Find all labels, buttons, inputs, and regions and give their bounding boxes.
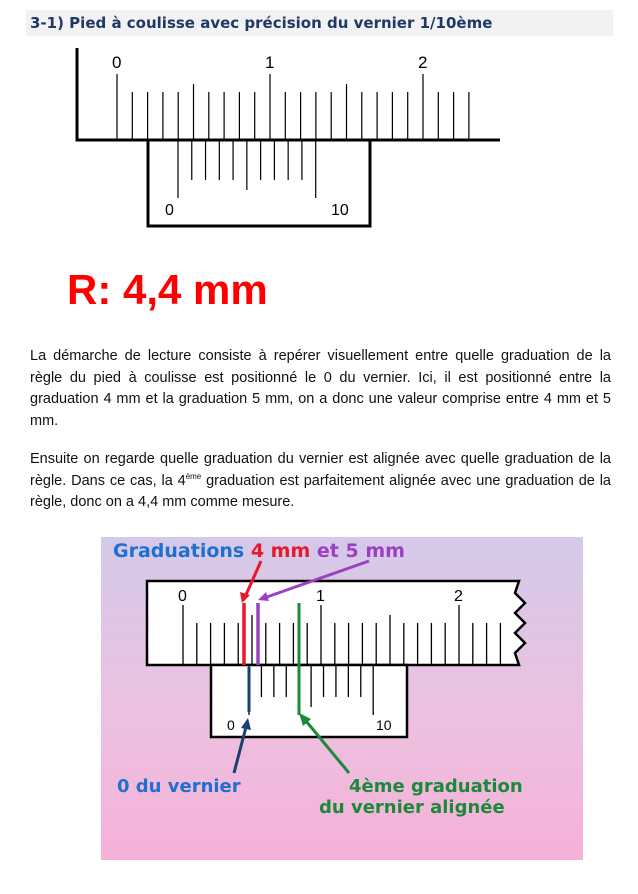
label-aligned-line1: 4ème graduation [349, 776, 523, 797]
paragraph-reading-method: La démarche de lecture consiste à repérer visuellement entre quelle graduation de la règle du pied à coulisse est positionné le 0 du vernier. Ici, il est positionné entre la graduation 4 mm et la graduation 5 mm, on a donc une valeur comprise entre 4 mm et 5 mm. [30, 348, 611, 429]
paragraph-alignment-start: Ensuite on regarde quelle graduation du vernier est alignée avec quelle graduation de la règle. Dans ce cas, la 4 [30, 451, 611, 489]
ruler-label-1: 1 [265, 53, 275, 72]
main-scale-body [77, 48, 500, 140]
vernier-ticks [178, 140, 316, 198]
title-et: et [310, 540, 346, 562]
main-scale-body [147, 581, 525, 665]
ruler-label-2: 2 [418, 53, 428, 72]
ruler-label-0: 0 [112, 53, 122, 72]
result-value: R: 4,4 mm [67, 266, 268, 313]
vernier-label-10: 10 [331, 202, 349, 219]
title-graduations: Graduations [113, 540, 251, 562]
title-4mm: 4 mm [250, 540, 311, 562]
caliper-figure-2 [101, 537, 583, 860]
caliper-figure-1 [72, 40, 512, 230]
ruler-label-2: 2 [454, 588, 463, 605]
figure2-title [113, 540, 405, 562]
main-scale-ticks [117, 74, 469, 140]
title-5mm: 5 mm [345, 540, 405, 562]
label-aligned-line2: du vernier alignée [319, 797, 505, 818]
superscript-eme: ème [185, 471, 202, 481]
section-title: 3-1) Pied à coulisse avec précision du vernier 1/10ème [26, 10, 613, 36]
vernier-label-0: 0 [165, 202, 174, 219]
label-zero-vernier: 0 du vernier [117, 776, 241, 797]
paragraph-alignment-end: graduation est parfaitement alignée avec une graduation de la règle, donc on a 4,4 mm comme mesure. [30, 472, 611, 510]
vernier-label-10: 10 [376, 717, 392, 733]
ruler-label-0: 0 [178, 588, 187, 605]
paragraph-alignment [30, 449, 611, 514]
ruler-label-1: 1 [316, 588, 325, 605]
vernier-label-0: 0 [227, 717, 235, 733]
